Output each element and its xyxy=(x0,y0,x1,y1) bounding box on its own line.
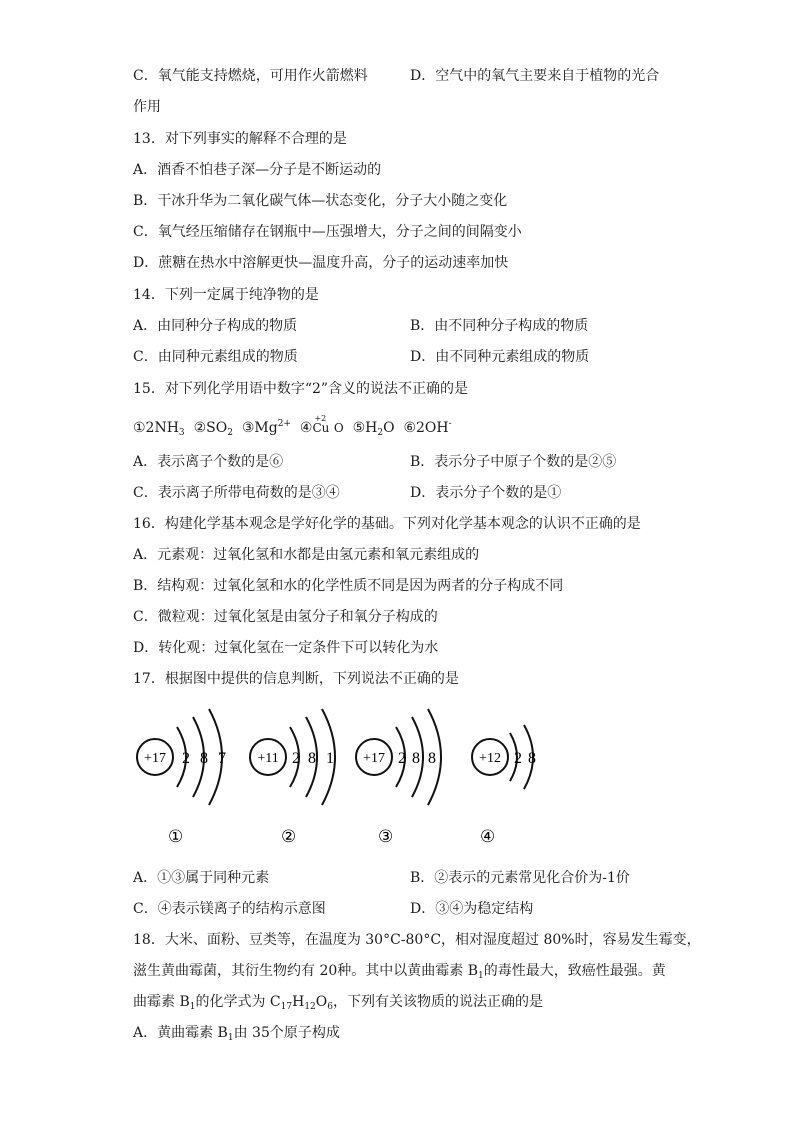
q18-b1-sub: 1 xyxy=(478,971,484,981)
atom-2-nucleus: +11 xyxy=(257,751,279,766)
atom-4-shell-2: 8 xyxy=(528,750,536,767)
q15-option-d: D．表示分子个数的是① xyxy=(410,485,562,501)
formula-4-cu: Cu xyxy=(312,421,330,435)
formula-6-sup: - xyxy=(448,419,452,429)
q18-stem-line-1: 18．大米、面粉、豆类等，在温度为 30°C-80°C，相对湿度超过 80%时，容易发生霉变， xyxy=(133,932,701,948)
q18-c17-sub: 17 xyxy=(280,1002,293,1012)
formula-4-valence: +2 xyxy=(314,414,327,423)
atom-2-shell-2: 8 xyxy=(308,750,316,767)
q18-line3-h: H xyxy=(292,994,305,1010)
formula-5-o: O xyxy=(383,420,395,436)
q15-option-b: B．表示分子中原子个数的是②⑤ xyxy=(410,454,617,470)
q13-option-b: B．干冰升华为二氧化碳气体—状态变化，分子大小随之变化 xyxy=(133,193,508,209)
q18-line3-o: O xyxy=(315,994,328,1010)
q17-option-b: B．②表示的元素常见化合价为-1价 xyxy=(410,870,630,886)
q13-option-c: C．氧气经压缩储存在钢瓶中—压强增大，分子之间的间隔变小 xyxy=(133,224,522,240)
q18-line3-b1-sub: 1 xyxy=(189,1002,196,1012)
q18-line3-part2: 的化学式为 C xyxy=(195,994,281,1010)
formula-3-sup: 2+ xyxy=(277,419,291,429)
atom-1-nucleus: +17 xyxy=(144,751,166,766)
q15-option-c: C．表示离子所带电荷数的是③④ xyxy=(133,485,340,501)
atom-1-shell-3: 7 xyxy=(218,750,226,767)
q14-option-b: B．由不同种分子构成的物质 xyxy=(410,318,589,334)
q14-option-d: D．由不同种元素组成的物质 xyxy=(410,349,590,365)
atom-1-label: ① xyxy=(168,827,184,847)
atom-3-shell-2: 8 xyxy=(412,750,420,767)
q18-option-a-sub: 1 xyxy=(227,1033,234,1043)
q17-stem: 17．根据图中提供的信息判断，下列说法不正确的是 xyxy=(133,671,459,687)
q18-h12-sub: 12 xyxy=(304,1002,316,1012)
q14-option-c: C．由同种元素组成的物质 xyxy=(133,349,298,365)
q16-option-d: D．转化观：过氧化氢在一定条件下可以转化为水 xyxy=(133,640,439,656)
q18-option-a xyxy=(133,1023,340,1048)
formula-5-sub: 2 xyxy=(377,428,384,438)
q18-option-a-part2: 由 35个原子构成 xyxy=(233,1025,340,1041)
atom-3 xyxy=(356,709,441,847)
formula-3: ③Mg xyxy=(241,420,278,436)
atom-3-shell-3: 8 xyxy=(428,750,436,767)
formula-6: ⑥2OH xyxy=(403,420,449,436)
atom-structure-diagrams xyxy=(130,700,550,870)
atom-4 xyxy=(472,725,536,847)
q13-option-a: A．酒香不怕巷子深—分子是不断运动的 xyxy=(133,162,382,178)
atom-3-shell-1: 2 xyxy=(398,750,406,767)
q15-option-a: A．表示离子个数的是⑥ xyxy=(133,454,284,470)
atom-1 xyxy=(137,709,226,847)
atom-4-nucleus: +12 xyxy=(479,751,501,766)
q14-stem: 14．下列一定属于纯净物的是 xyxy=(133,287,319,303)
atom-4-shell-1: 2 xyxy=(514,750,522,767)
q16-option-c: C．微粒观：过氧化氢是由氢分子和氧分子构成的 xyxy=(133,609,438,625)
atom-2-shell-3: 1 xyxy=(326,750,334,767)
formula-1-sub: 3 xyxy=(178,428,185,438)
atom-2-label: ② xyxy=(281,827,297,847)
atom-1-shell-1: 2 xyxy=(182,750,190,767)
q18-o6-sub: 6 xyxy=(327,1002,333,1012)
q17-option-a: A．①③属于同种元素 xyxy=(133,870,270,886)
q17-option-d: D．③④为稳定结构 xyxy=(410,901,534,917)
q12-option-c: C．氧气能支持燃烧，可用作火箭燃料 xyxy=(133,68,368,84)
q13-stem: 13．对下列事实的解释不合理的是 xyxy=(133,131,347,147)
atom-3-nucleus: +17 xyxy=(363,751,385,766)
atom-1-shell-2: 8 xyxy=(200,750,208,767)
formula-4-o: O xyxy=(333,421,344,435)
atom-2-shell-1: 2 xyxy=(292,750,300,767)
q18-line3-part1: 曲霉素 B xyxy=(133,994,190,1010)
formula-4: ④ xyxy=(299,420,313,436)
q15-stem: 15．对下列化学用语中数字“2”含义的说法不正确的是 xyxy=(133,381,469,397)
q18-stem-line-2 xyxy=(133,961,666,986)
q16-stem: 16．构建化学基本观念是学好化学的基础。下列对化学基本观念的认识不正确的是 xyxy=(133,516,641,532)
q18-line2-part2: 的毒性最大，致癌性最强。黄 xyxy=(483,963,666,979)
formula-2-sub: 2 xyxy=(227,428,233,438)
atom-4-label: ④ xyxy=(480,827,496,847)
q18-stem-line-3 xyxy=(133,992,543,1017)
q17-option-c: C．④表示镁离子的结构示意图 xyxy=(133,901,326,917)
q12-option-d-cont: 作用 xyxy=(133,99,161,115)
q18-line2-part1: 滋生黄曲霉菌，其衍生物约有 20种。其中以黄曲霉素 B xyxy=(133,963,479,979)
q15-formulas xyxy=(133,414,452,443)
q16-option-a: A．元素观：过氧化氢和水都是由氢元素和氧元素组成的 xyxy=(133,547,480,563)
formula-2: ②SO xyxy=(193,420,228,436)
atom-3-label: ③ xyxy=(378,827,394,847)
q18-option-a-part1: A．黄曲霉素 B xyxy=(133,1025,228,1041)
formula-5: ⑤H xyxy=(352,420,378,436)
q18-line3-part3: ，下列有关该物质的说法正确的是 xyxy=(333,994,543,1010)
q16-option-b: B．结构观：过氧化氢和水的化学性质不同是因为两者的分子构成不同 xyxy=(133,578,564,594)
q14-option-a: A．由同种分子构成的物质 xyxy=(133,318,298,334)
q12-option-d: D．空气中的氧气主要来自于植物的光合 xyxy=(410,68,660,84)
q13-option-d: D．蔗糖在热水中溶解更快—温度升高，分子的运动速率加快 xyxy=(133,255,509,271)
atom-2 xyxy=(250,709,335,847)
formula-1: ①2NH xyxy=(133,420,179,436)
